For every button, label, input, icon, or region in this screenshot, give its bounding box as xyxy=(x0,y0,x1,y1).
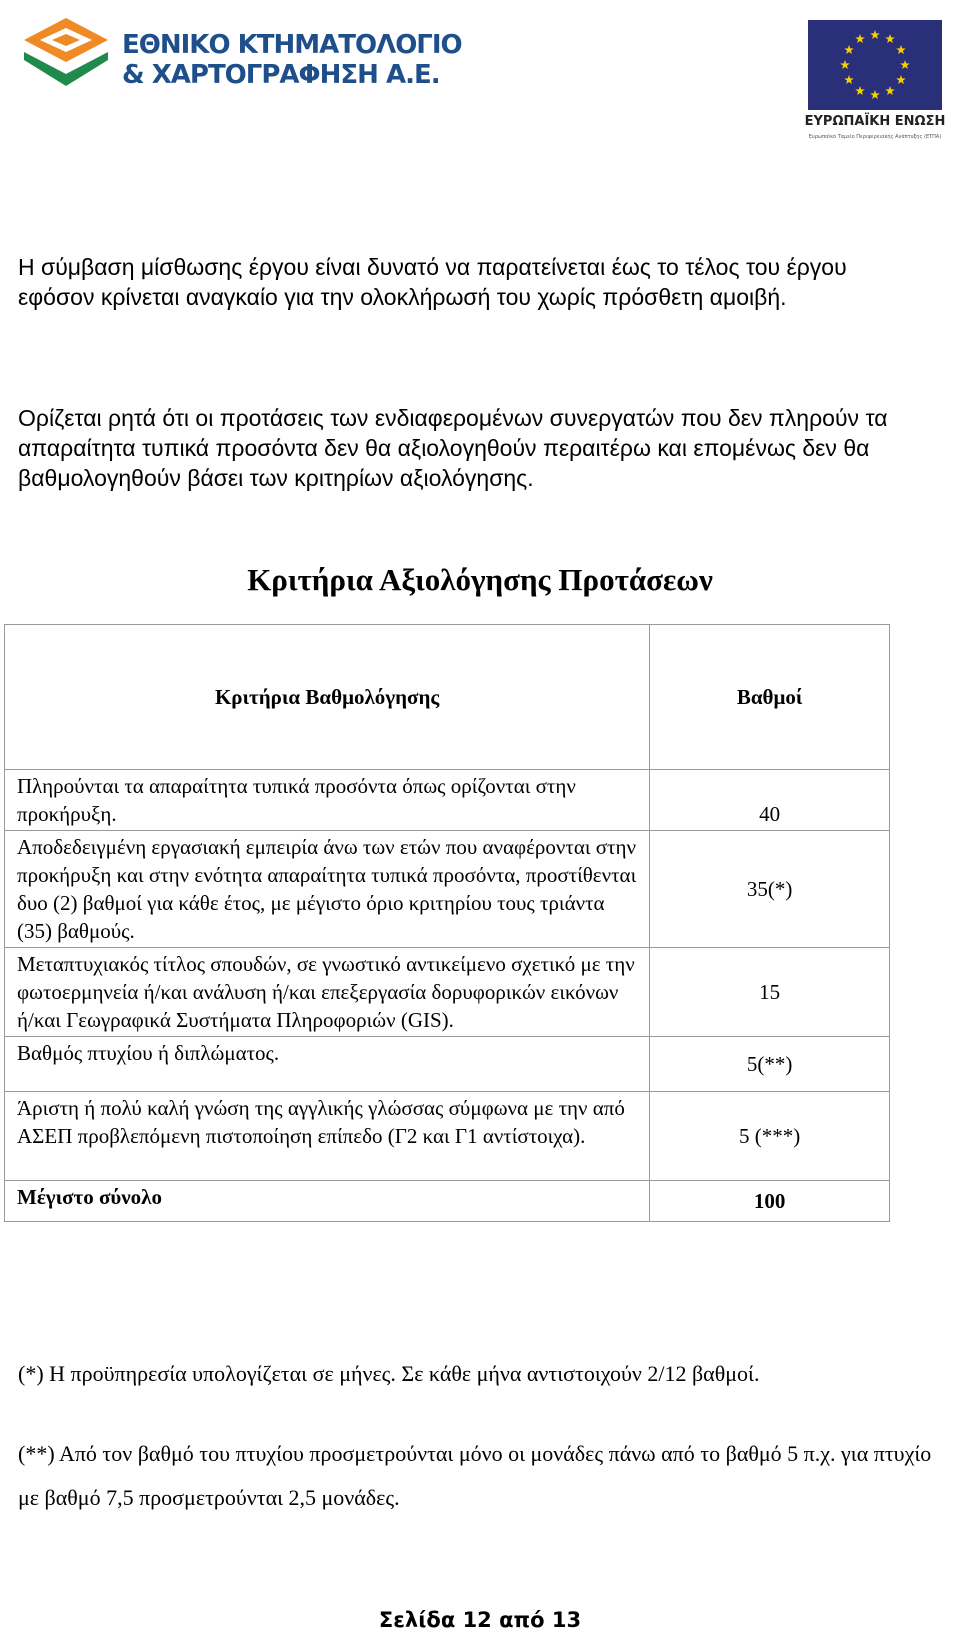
eu-logo xyxy=(800,20,950,145)
cadastre-logo-icon xyxy=(18,16,114,88)
points-cell: 5 (***) xyxy=(650,1092,890,1181)
organization-logo xyxy=(18,16,462,90)
eu-label: ΕΥΡΩΠΑΪΚΗ ΕΝΩΣΗ xyxy=(804,114,946,129)
criterion-cell: Μεταπτυχιακός τίτλος σπουδών, σε γνωστικό αντικείμενο σχετικό με την φωτοερμηνεία ή/και ανάλυση ή/και επεξεργασία δορυφορικών εικόνων ή/και Γεωγραφικά Συστήματα Πληροφοριών (GIS). xyxy=(5,948,650,1037)
criteria-table xyxy=(4,624,890,1222)
header-points: Βαθμοί xyxy=(650,625,890,770)
page-number: Σελίδα 12 από 13 xyxy=(378,1608,582,1632)
points-cell: 35(*) xyxy=(650,831,890,948)
points-cell: 40 xyxy=(650,770,890,831)
paragraph-extension: Η σύμβαση μίσθωσης έργου είναι δυνατό να παρατείνεται έως το τέλος του έργου εφόσον κρίνεται αναγκαίο για την ολοκλήρωσή του χωρίς πρόσθετη αμοιβή. xyxy=(18,254,847,310)
table-row xyxy=(5,770,890,831)
points-cell: 15 xyxy=(650,948,890,1037)
table-row xyxy=(5,1092,890,1181)
table-row xyxy=(5,1037,890,1092)
footnote-experience: (*) Η προϋπηρεσία υπολογίζεται σε μήνες. Σε κάθε μήνα αντιστοιχούν 2/12 βαθμοί. xyxy=(18,1361,760,1386)
total-label: Μέγιστο σύνολο xyxy=(5,1181,650,1222)
logo-title-line1: ΕΘΝΙΚΟ ΚΤΗΜΑΤΟΛΟΓΙΟ xyxy=(122,30,462,60)
table-title: Κριτήρια Αξιολόγησης Προτάσεων xyxy=(247,562,713,597)
criterion-cell: Αποδεδειγμένη εργασιακή εμπειρία άνω των ετών που αναφέρονται στην προκήρυξη και στην ενότητα απαραίτητα τυπικά προσόντα, προστίθενται δυο (2) βαθμοί για κάθε έτος, με μέγιστο όριο κριτηρίου τους τριάντα (35) βαθμούς. xyxy=(5,831,650,948)
paragraph-eligibility: Ορίζεται ρητά ότι οι προτάσεις των ενδιαφερομένων συνεργατών που δεν πληρούν τα απαραίτητα τυπικά προσόντα δεν θα αξιολογηθούν περαιτέρω και επομένως δεν θα βαθμολογηθούν βάσει των κριτηρίων αξιολόγησης. xyxy=(18,405,888,491)
criterion-cell: Άριστη ή πολύ καλή γνώση της αγγλικής γλώσσας σύμφωνα με την από ΑΣΕΠ προβλεπόμενη πιστοποίηση επίπεδο (Γ2 και Γ1 αντίστοιχα). xyxy=(5,1092,650,1181)
table-total-row xyxy=(5,1181,890,1222)
criterion-cell: Βαθμός πτυχίου ή διπλώματος. xyxy=(5,1037,650,1092)
total-points: 100 xyxy=(650,1181,890,1222)
logo-title-line2: & ΧΑΡΤΟΓΡΑΦΗΣΗ Α.Ε. xyxy=(122,60,440,90)
table-row xyxy=(5,948,890,1037)
points-cell: 5(**) xyxy=(650,1037,890,1092)
eu-flag-icon xyxy=(808,20,942,110)
eu-sublabel: Ευρωπαϊκό Ταμείο Περιφερειακής Ανάπτυξης (ΕΤΠΑ) xyxy=(808,134,942,140)
footnote-degree: (**) Από τον βαθμό του πτυχίου προσμετρούνται μόνο οι μονάδες πάνω από το βαθμό 5 π.χ. για πτυχίο με βαθμό 7,5 προσμετρούνται 2,5 μονάδες. xyxy=(18,1441,932,1510)
header-criteria: Κριτήρια Βαθμολόγησης xyxy=(5,625,650,770)
table-row xyxy=(5,831,890,948)
table-header-row xyxy=(5,625,890,770)
criterion-cell: Πληρούνται τα απαραίτητα τυπικά προσόντα όπως ορίζονται στην προκήρυξη. xyxy=(5,770,650,831)
